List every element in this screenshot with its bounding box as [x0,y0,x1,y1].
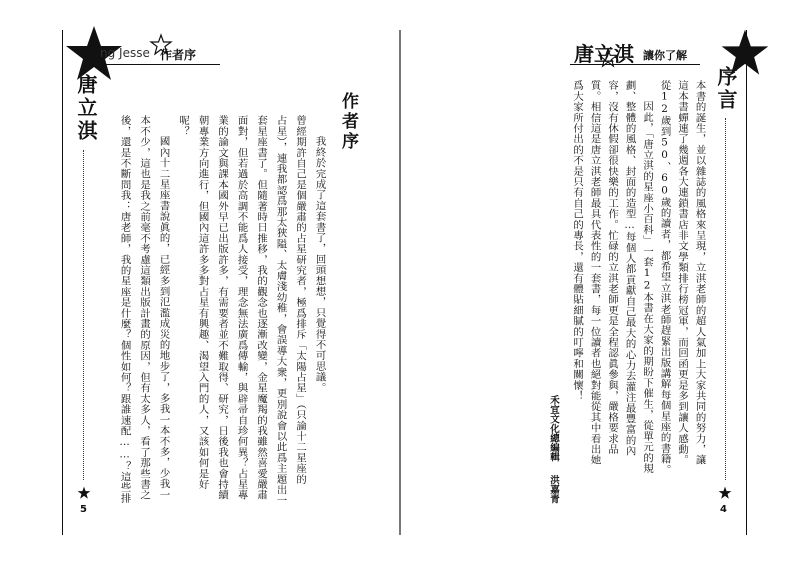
right-text-column: 容，沒有休假卻很快樂的工作。忙碌的立淇老師更是全程認眞參與，嚴格要求品 [606,80,619,455]
left-text-column: 業的論文與課本國外早已出版許多，有需要者並不難取得、研究，日後我也會持續 [216,115,229,501]
left-text-column: 我終於完成了這套書了，回頭想想，只覺得不可思議。 [313,136,326,393]
small-star-icon [718,486,732,500]
signature-name: 洪嘉青 [548,475,559,504]
left-text-column: 占星），連我都認爲那太狹隘、太膚淺幼稚，會誤導大衆，更別說會以此爲主題出一 [274,115,287,506]
right-side-title: 序言 [714,66,738,112]
small-star-icon [77,486,91,500]
left-banner-name: ng Jesse [100,46,150,60]
right-text-column: 這本書蟬連了幾週各大連鎖書店非文學類排行榜冠軍，而回函更是多到讓人感動。 [676,80,689,466]
right-text-column: 質。相信這是唐立淇老師最具代表性的一套書，每一位讀者也絕對能從其中看出她 [588,80,601,466]
left-text-column: 朝專業方向進行，但國內這許多多對占星有興趣、渴望入門的人，又該如何是好 [196,115,209,490]
book-spine [399,30,401,535]
right-banner-name: 唐立淇 [574,42,634,66]
right-text-column: 從12歲到50、60歲的讀者，都希望立淇老師趕緊出版講解每個星座的書籍。 [658,80,671,475]
left-side-dotted-rule [83,150,84,480]
right-banner-rule [570,64,700,65]
left-banner-rule [100,64,220,65]
signature-org: 禾宜文化總編輯 [548,395,559,462]
left-page-number: 5 [80,504,87,515]
right-text-column: 本書的誕生，並以雜誌的風格來呈現，立淇老師的超人氣加上大家共同的努力，讓 [693,80,706,466]
left-text-column: 呢？ [177,115,190,137]
right-text-column: 劃、整體的風格、封面的造型…每個人都貢獻自己最大的心力去灌注最豐富的內 [623,80,636,457]
left-side-name: 唐立淇 [74,74,98,143]
left-text-column: 國內十二星座書說眞的，已經多到氾濫成災的地步了，多我一本不多，少我一 [157,136,170,500]
left-text-column: 後，還是不斷問我：唐老師，我的星座是什麼？個性如何？跟誰速配……？這些排 [118,115,131,504]
left-text-column: 曾經期許自己是個嚴肅的占星研究者，極爲排斥「太陽占星」（只論十二星座的 [294,115,307,485]
right-text-column: 爲大家所付出的不是只有自己的專長，還有體貼細膩的叮嚀和關懷！ [571,80,584,401]
right-banner-label: 讓你了解 [643,49,687,62]
right-side-dotted-rule [725,118,726,480]
left-text-column: 套星座書了。但隨著時日推移，我的觀念也逐漸改變，金星魔羯的我雖然喜愛嚴肅 [255,115,268,501]
right-text-column: 因此，「唐立淇的星座小百科」一套12本書在大家的期盼下催生，從單元的規 [641,101,654,474]
left-text-column: 本不少，這也是我之前毫不考慮這類出版計畫的原因，但有太多人，看了那些書之 [138,115,151,501]
left-page-title: 作者序 [338,92,358,152]
left-text-column: 面對，但若過於高調不能爲人接受，理念無法廣爲傳輸，與辟帚自珍何異？占星專 [235,115,248,501]
right-page-number: 4 [720,504,727,515]
left-banner-label: 作者序 [160,48,197,62]
